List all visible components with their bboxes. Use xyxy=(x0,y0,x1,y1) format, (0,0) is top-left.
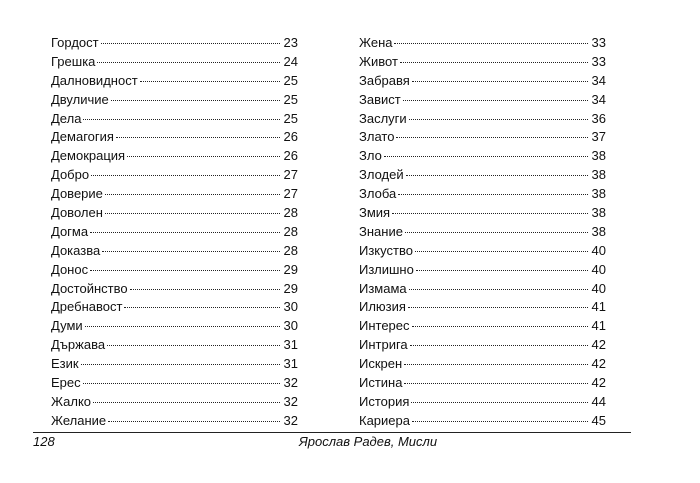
index-entry xyxy=(359,317,606,336)
index-term: Кариера xyxy=(359,412,410,428)
dot-leader xyxy=(412,326,588,327)
index-page-number: 28 xyxy=(283,205,298,221)
dot-leader xyxy=(394,43,588,44)
index-page-number: 29 xyxy=(283,280,298,296)
dot-leader xyxy=(411,402,588,403)
index-column-left xyxy=(51,34,298,431)
index-page-number: 40 xyxy=(591,280,606,296)
index-page-number: 40 xyxy=(591,261,606,277)
index-entry xyxy=(359,147,606,166)
index-term: Желание xyxy=(51,412,107,428)
index-term: Думи xyxy=(51,318,83,334)
dot-leader xyxy=(412,81,588,82)
index-term: Достойнство xyxy=(51,280,128,296)
dot-leader xyxy=(105,213,280,214)
dot-leader xyxy=(91,175,280,176)
index-page-number: 28 xyxy=(283,223,298,239)
index-entry xyxy=(51,355,298,374)
index-entry xyxy=(359,128,606,147)
index-term: Доказва xyxy=(51,242,101,258)
index-term: Знание xyxy=(359,223,403,239)
index-page-number: 29 xyxy=(283,261,298,277)
index-term: История xyxy=(359,393,410,409)
index-entry xyxy=(359,336,606,355)
index-entry xyxy=(51,166,298,185)
dot-leader xyxy=(384,156,588,157)
index-term: Злато xyxy=(359,129,395,145)
index-page-number: 45 xyxy=(591,412,606,428)
index-term: Жена xyxy=(359,35,393,50)
index-entry xyxy=(359,34,606,53)
index-entry xyxy=(359,91,606,110)
index-term: Интрига xyxy=(359,337,408,353)
dot-leader xyxy=(116,137,280,138)
dot-leader xyxy=(101,43,280,44)
index-term: Измама xyxy=(359,280,407,296)
dot-leader xyxy=(97,62,280,63)
dot-leader xyxy=(107,345,280,346)
dot-leader xyxy=(90,232,280,233)
index-entry xyxy=(359,72,606,91)
index-page-number: 42 xyxy=(591,337,606,353)
dot-leader xyxy=(408,307,588,308)
dot-leader xyxy=(127,156,280,157)
index-page-number: 34 xyxy=(591,91,606,107)
dot-leader xyxy=(392,213,588,214)
dot-leader xyxy=(403,100,588,101)
index-term: Държава xyxy=(51,337,106,353)
index-page-number: 40 xyxy=(591,242,606,258)
index-entry xyxy=(51,242,298,261)
dot-leader xyxy=(81,364,280,365)
index-entry xyxy=(51,393,298,412)
dot-leader xyxy=(90,270,280,271)
index-term: Искрен xyxy=(359,356,403,372)
index-page-number: 32 xyxy=(283,393,298,409)
index-page-number: 41 xyxy=(591,299,606,315)
dot-leader xyxy=(409,119,588,120)
index-term: Доверие xyxy=(51,186,103,202)
index-page-number: 25 xyxy=(283,91,298,107)
dot-leader xyxy=(396,137,588,138)
index-page-number: 38 xyxy=(591,205,606,221)
index-page-number: 25 xyxy=(283,110,298,126)
index-term: Доволен xyxy=(51,205,103,221)
footer-rule xyxy=(33,432,631,433)
index-page-number: 38 xyxy=(591,186,606,202)
index-page-number: 32 xyxy=(283,412,298,428)
index-page-number: 34 xyxy=(591,72,606,88)
index-page-number: 31 xyxy=(283,356,298,372)
index-entry xyxy=(359,223,606,242)
index-page-number: 28 xyxy=(283,242,298,258)
index-term: Догма xyxy=(51,223,89,239)
index-entry xyxy=(359,298,606,317)
dot-leader xyxy=(404,364,588,365)
dot-leader xyxy=(409,289,588,290)
index-page-number: 33 xyxy=(591,35,606,50)
dot-leader xyxy=(111,100,280,101)
index-page-number: 23 xyxy=(283,35,298,50)
dot-leader xyxy=(415,251,588,252)
index-term: Жалко xyxy=(51,393,92,409)
index-term: Живот xyxy=(359,53,398,69)
index-page-number: 37 xyxy=(591,129,606,145)
index-column-right xyxy=(359,34,606,431)
index-entry xyxy=(51,374,298,393)
index-term: Донос xyxy=(51,261,89,277)
index-entry xyxy=(51,280,298,299)
index-term: Забравя xyxy=(359,72,410,88)
index-entry xyxy=(51,223,298,242)
dot-leader xyxy=(108,421,280,422)
index-entry xyxy=(359,185,606,204)
index-page-number: 33 xyxy=(591,53,606,69)
index-term: Истина xyxy=(359,375,403,391)
index-entry xyxy=(51,336,298,355)
dot-leader xyxy=(416,270,588,271)
index-page-number: 41 xyxy=(591,318,606,334)
dot-leader xyxy=(412,421,588,422)
index-term: Змия xyxy=(359,205,391,221)
index-page-number: 24 xyxy=(283,53,298,69)
index-term: Илюзия xyxy=(359,299,406,315)
index-entry xyxy=(51,261,298,280)
dot-leader xyxy=(85,326,280,327)
dot-leader xyxy=(400,62,588,63)
index-term: Добро xyxy=(51,167,90,183)
index-page-number: 30 xyxy=(283,299,298,315)
index-page-number: 42 xyxy=(591,356,606,372)
index-entry xyxy=(359,166,606,185)
dot-leader xyxy=(405,232,588,233)
dot-leader xyxy=(140,81,280,82)
index-entry xyxy=(51,91,298,110)
index-page-number: 38 xyxy=(591,148,606,164)
dot-leader xyxy=(404,383,588,384)
index-entry xyxy=(359,280,606,299)
index-entry xyxy=(51,298,298,317)
index-entry xyxy=(359,204,606,223)
index-entry xyxy=(51,204,298,223)
index-page-number: 32 xyxy=(283,375,298,391)
index-term: Дела xyxy=(51,110,82,126)
index-term: Език xyxy=(51,356,79,372)
index-term: Гордост xyxy=(51,35,99,50)
index-term: Грешка xyxy=(51,53,96,69)
dot-leader xyxy=(130,289,280,290)
index-page-number: 31 xyxy=(283,337,298,353)
index-page-number: 30 xyxy=(283,318,298,334)
dot-leader xyxy=(83,119,280,120)
dot-leader xyxy=(102,251,280,252)
index-page-number: 25 xyxy=(283,72,298,88)
index-entry xyxy=(359,412,606,431)
index-term: Завист xyxy=(359,91,401,107)
index-entry xyxy=(359,110,606,129)
index-term: Злодей xyxy=(359,167,404,183)
index-page-number: 44 xyxy=(591,393,606,409)
index-term: Интерес xyxy=(359,318,410,334)
index-entry xyxy=(51,110,298,129)
dot-leader xyxy=(83,383,280,384)
index-entry xyxy=(359,261,606,280)
index-entry xyxy=(359,242,606,261)
index-entry xyxy=(51,185,298,204)
page-number: 128 xyxy=(33,434,55,449)
index-term: Злоба xyxy=(359,186,397,202)
index-term: Двуличие xyxy=(51,91,109,107)
index-page-number: 38 xyxy=(591,167,606,183)
index-term: Демокрация xyxy=(51,148,126,164)
index-entry xyxy=(51,53,298,72)
index-term: Заслуги xyxy=(359,110,407,126)
index-page-number: 42 xyxy=(591,375,606,391)
dot-leader xyxy=(105,194,280,195)
index-entry xyxy=(51,317,298,336)
index-term: Ерес xyxy=(51,375,81,391)
index-entry xyxy=(51,34,298,53)
dot-leader xyxy=(93,402,280,403)
index-page-number: 26 xyxy=(283,148,298,164)
index-term: Зло xyxy=(359,148,382,164)
index-page-number: 36 xyxy=(591,110,606,126)
index-term: Далновидност xyxy=(51,72,138,88)
dot-leader xyxy=(410,345,588,346)
index-entry xyxy=(51,412,298,431)
index-entry xyxy=(359,374,606,393)
index-page-number: 27 xyxy=(283,186,298,202)
index-term: Излишно xyxy=(359,261,414,277)
dot-leader xyxy=(124,307,280,308)
index-page-number: 27 xyxy=(283,167,298,183)
index-entry xyxy=(51,128,298,147)
index-page-number: 26 xyxy=(283,129,298,145)
index-term: Демагогия xyxy=(51,129,114,145)
dot-leader xyxy=(398,194,588,195)
index-entry xyxy=(51,72,298,91)
index-entry xyxy=(359,53,606,72)
index-entry xyxy=(51,147,298,166)
index-entry xyxy=(359,393,606,412)
index-term: Изкуство xyxy=(359,242,413,258)
index-term: Дребнавост xyxy=(51,299,123,315)
running-head: Ярослав Радев, Мисли xyxy=(298,434,438,449)
index-entry xyxy=(359,355,606,374)
index-page-number: 38 xyxy=(591,223,606,239)
dot-leader xyxy=(406,175,588,176)
